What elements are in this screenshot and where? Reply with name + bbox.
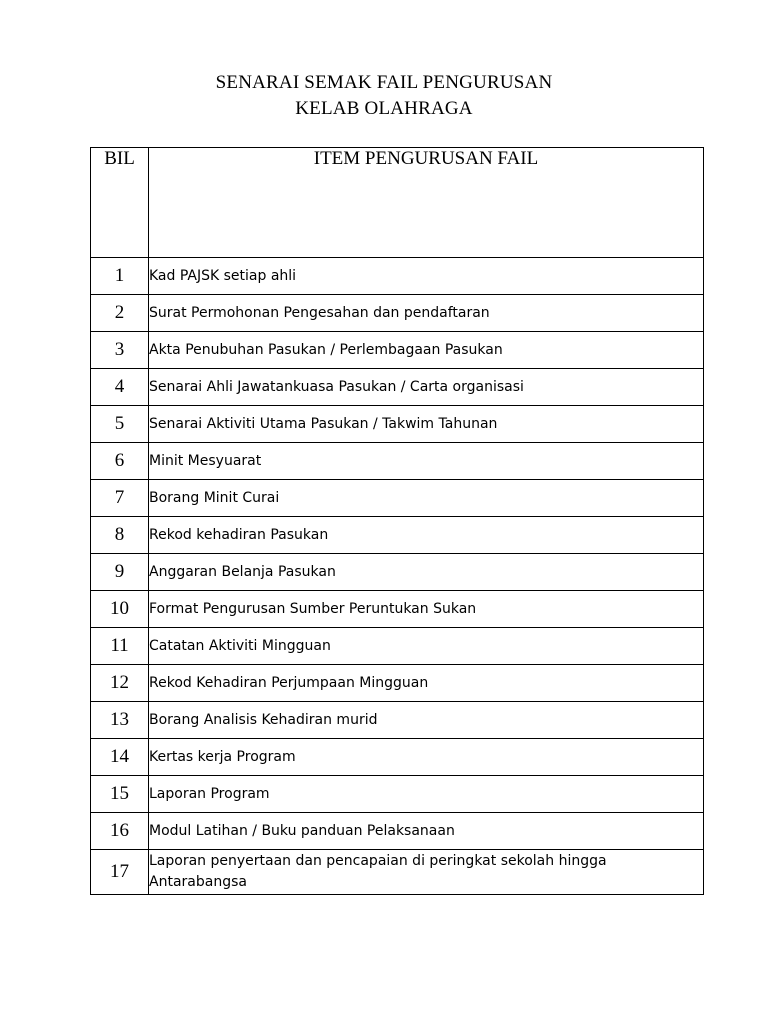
table-row (91, 850, 704, 895)
row-number: 9 (91, 554, 149, 591)
table-row (91, 406, 704, 443)
row-number: 11 (91, 628, 149, 665)
table-row (91, 591, 704, 628)
table-row (91, 813, 704, 850)
row-item: Kad PAJSK setiap ahli (149, 258, 704, 295)
table-row (91, 480, 704, 517)
table-row (91, 702, 704, 739)
table-row (91, 332, 704, 369)
table-row (91, 295, 704, 332)
row-number: 12 (91, 665, 149, 702)
row-item: Senarai Ahli Jawatankuasa Pasukan / Carta organisasi (149, 369, 704, 406)
table-row (91, 665, 704, 702)
header-bil: BIL (91, 148, 149, 258)
header-item: ITEM PENGURUSAN FAIL (149, 148, 704, 258)
row-item: Format Pengurusan Sumber Peruntukan Sukan (149, 591, 704, 628)
table-row (91, 739, 704, 776)
checklist-table (90, 147, 704, 895)
row-number: 4 (91, 369, 149, 406)
table-row (91, 517, 704, 554)
row-number: 5 (91, 406, 149, 443)
row-number: 17 (91, 850, 149, 895)
row-item: Borang Minit Curai (149, 480, 704, 517)
table-body (91, 258, 704, 895)
table-row (91, 776, 704, 813)
row-item: Laporan penyertaan dan pencapaian di peringkat sekolah hingga Antarabangsa (149, 850, 704, 895)
table-header-row (91, 148, 704, 258)
row-item: Rekod Kehadiran Perjumpaan Mingguan (149, 665, 704, 702)
row-item: Kertas kerja Program (149, 739, 704, 776)
row-number: 1 (91, 258, 149, 295)
row-item: Modul Latihan / Buku panduan Pelaksanaan (149, 813, 704, 850)
row-number: 10 (91, 591, 149, 628)
row-number: 16 (91, 813, 149, 850)
row-item: Anggaran Belanja Pasukan (149, 554, 704, 591)
row-item: Senarai Aktiviti Utama Pasukan / Takwim Tahunan (149, 406, 704, 443)
row-item: Minit Mesyuarat (149, 443, 704, 480)
row-number: 14 (91, 739, 149, 776)
row-item: Surat Permohonan Pengesahan dan pendaftaran (149, 295, 704, 332)
row-number: 2 (91, 295, 149, 332)
row-item: Akta Penubuhan Pasukan / Perlembagaan Pasukan (149, 332, 704, 369)
row-number: 7 (91, 480, 149, 517)
document-title: SENARAI SEMAK FAIL PENGURUSAN (215, 72, 553, 93)
table-row (91, 554, 704, 591)
row-item: Borang Analisis Kehadiran murid (149, 702, 704, 739)
row-item: Catatan Aktiviti Mingguan (149, 628, 704, 665)
table-row (91, 443, 704, 480)
row-number: 8 (91, 517, 149, 554)
row-number: 15 (91, 776, 149, 813)
document-subtitle: KELAB OLAHRAGA (295, 98, 473, 119)
table-row (91, 258, 704, 295)
row-number: 13 (91, 702, 149, 739)
table-row (91, 369, 704, 406)
row-item: Laporan Program (149, 776, 704, 813)
row-number: 3 (91, 332, 149, 369)
row-number: 6 (91, 443, 149, 480)
row-item: Rekod kehadiran Pasukan (149, 517, 704, 554)
table-row (91, 628, 704, 665)
